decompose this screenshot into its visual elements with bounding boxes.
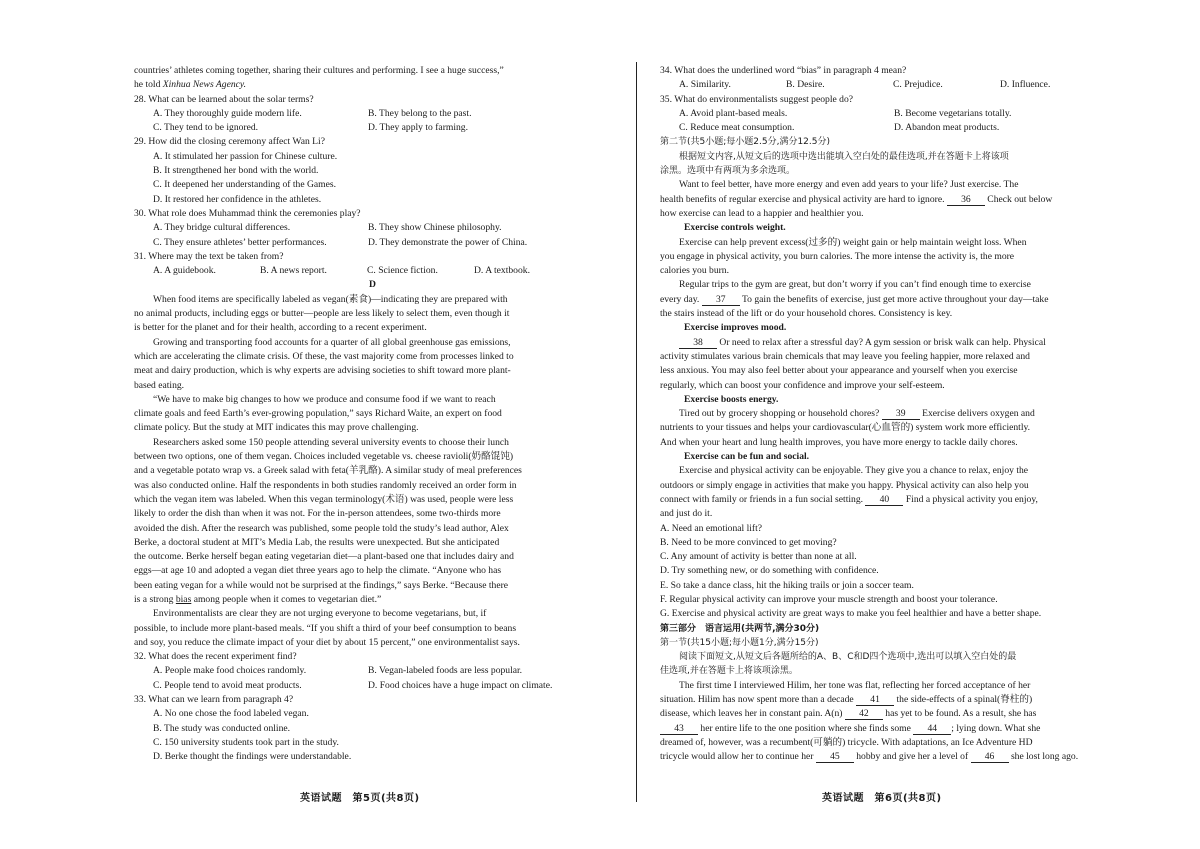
passage-text: nutrients to your tissues and helps your cardiovascular(心血管的) system work more efficiently. <box>660 422 1031 434</box>
option-d: D. Food choices have a huge impact on climate. <box>368 679 553 691</box>
option-c: C. 150 university students took part in the study. <box>153 736 339 748</box>
part-title: 第三部分 语言运用(共两节,满分30分) <box>660 623 820 634</box>
option-row <box>660 107 1137 121</box>
answer-blank-41: 41 <box>856 694 894 706</box>
answer-blank-40: 40 <box>865 494 903 506</box>
left-page-column <box>134 64 611 765</box>
option-a: A. No one chose the food labeled vegan. <box>153 708 309 720</box>
passage-text: and soy, you reduce the climate impact of your diet by about 15 percent,” one environmentalist says. <box>134 636 520 648</box>
passage-text: which are accelerating the climate crisis. Of these, the vast majority come from processes linked to <box>134 350 514 362</box>
option-b: B. The study was conducted online. <box>153 722 291 734</box>
passage-text: 38 Or need to relax after a stressful day? A gym session or brisk walk can help. Physical <box>660 336 1137 350</box>
option-c: C. Reduce meat consumption. <box>679 122 795 134</box>
passage-text: and just do it. <box>660 508 713 520</box>
passage-text: activity stimulates various brain chemicals that may leave you feeling happier, more relaxed and <box>660 350 1030 362</box>
option-c: C. Prejudice. <box>893 79 943 91</box>
choice-g: G. Exercise and physical activity are great ways to make you feel healthier and have a better shape. <box>660 608 1042 620</box>
section-label-d: D <box>369 279 376 291</box>
passage-text: countries’ athletes coming together, sharing their cultures and performing. I see a huge success,” <box>134 65 504 76</box>
section-instructions: 佳选项,并在答题卡上将该项涂黑。 <box>660 666 798 677</box>
choice-b: B. Need to be more convinced to get moving? <box>660 536 837 548</box>
option-d: D. Berke thought the findings were understandable. <box>153 751 352 763</box>
passage-text: regularly, which can boost your confidence and improve your self-esteem. <box>660 379 945 391</box>
passage-text: Berke, a doctoral student at MIT’s Media Lab, the results were unexpected. But she anticipated <box>134 536 500 548</box>
underlined-word-bias: bias <box>175 593 192 605</box>
question-stem: 34. What does the underlined word “bias” in paragraph 4 mean? <box>660 65 907 76</box>
passage-text: you engage in physical activity, you burn calories. The more intense the activity is, the more <box>660 250 1015 262</box>
option-row <box>134 264 611 278</box>
passage-text: Researchers asked some 150 people attending several university events to choose their lunch <box>153 436 509 448</box>
section-instructions: 阅读下面短文,从短文后各题所给的A、B、C和D四个选项中,选出可以填入空白处的最 <box>679 652 1017 663</box>
option-a: A. A guidebook. <box>153 265 216 277</box>
passage-text: was also conducted online. Half the respondents in both studies randomly received an order form in <box>134 479 517 491</box>
question-stem: 33. What can we learn from paragraph 4? <box>134 694 294 706</box>
option-c: C. They tend to be ignored. <box>153 122 259 134</box>
question-stem: 29. How did the closing ceremony affect Wan Li? <box>134 136 325 148</box>
passage-text: meat and dairy production, which is why experts are advising societies to shift toward more plant- <box>134 365 511 377</box>
option-b: B. They show Chinese philosophy. <box>368 222 502 234</box>
choice-e: E. So take a dance class, hit the hiking trails or join a soccer team. <box>660 579 914 591</box>
option-d: D. A textbook. <box>474 265 530 277</box>
option-d: D. They demonstrate the power of China. <box>368 236 528 248</box>
option-row <box>134 221 611 235</box>
passage-text: And when your heart and lung health improves, you have more energy to tackle daily chores. <box>660 436 1018 448</box>
option-d: D. It restored her confidence in the athletes. <box>153 193 322 205</box>
option-row <box>134 236 611 250</box>
passage-text: connect with family or friends in a fun social setting. 40 Find a physical activity you enjoy, <box>660 493 1038 505</box>
passage-text: based eating. <box>134 379 185 391</box>
option-row <box>660 121 1137 135</box>
question-stem: 28. What can be learned about the solar terms? <box>134 93 314 105</box>
passage-text: possible, to include more plant-based meals. “If you shift a third of your beef consumption to beans <box>134 622 517 634</box>
option-b: B. Desire. <box>786 79 825 91</box>
option-a: A. Avoid plant-based meals. <box>679 107 788 119</box>
passage-text: and a vegetable potato wrap vs. a Greek salad with feta(羊乳酪). A similar study of meal preferences <box>134 465 522 477</box>
right-page-footer: 英语试题 第6页(共8页) <box>822 793 942 804</box>
option-row <box>660 78 1137 92</box>
agency-name: Xinhua News Agency. <box>162 79 247 91</box>
passage-text: the outcome. Berke herself began eating vegetarian diet—a plant-based one that includes dairy and <box>134 551 514 563</box>
choice-a: A. Need an emotional lift? <box>660 522 763 534</box>
choice-f: F. Regular physical activity can improve your muscle strength and boost your tolerance. <box>660 593 998 605</box>
section-instructions: 涂黑。选项中有两项为多余选项。 <box>660 166 796 177</box>
passage-text: between two options, one of them vegan. Choices included vegetable vs. cheese ravioli(奶酪馄饨) <box>134 451 514 463</box>
choice-d: D. Try something new, or do something with confidence. <box>660 565 879 577</box>
answer-blank-44: 44 <box>913 723 951 735</box>
passage-text: Environmentalists are clear they are not urging everyone to become vegetarians, but, if <box>153 608 487 620</box>
option-c: C. People tend to avoid meat products. <box>153 679 302 691</box>
option-b: B. It strengthened her bond with the world. <box>153 165 319 177</box>
passage-text: situation. Hilim has now spent more than a decade 41 the side-effects of a spinal(脊柱的) <box>660 694 1033 706</box>
answer-blank-43: 43 <box>660 723 698 735</box>
passage-text: no animal products, including eggs or butter—people are less likely to select them, even though it <box>134 308 510 320</box>
option-c: C. Science fiction. <box>367 265 438 277</box>
passage-text: been eating vegan for a while would not be surprised at the findings,” says Berke. “Because there <box>134 579 509 591</box>
subheading: Exercise controls weight. <box>684 222 786 234</box>
option-b: B. A news report. <box>260 265 327 277</box>
left-page-footer: 英语试题 第5页(共8页) <box>300 793 420 804</box>
passage-text: eggs—at age 10 and adopted a vegan diet three years ago to help the climate. “Anyone who has <box>134 565 502 577</box>
passage-text: health benefits of regular exercise and physical activity are hard to ignore. 36 Check out below <box>660 193 1053 205</box>
question-stem: 35. What do environmentalists suggest people do? <box>660 93 853 105</box>
passage-text: less anxious. You may also feel better about your appearance and yourself when you exercise <box>660 365 1018 377</box>
passage-text: climate policy. But the study at MIT indicates this may prove challenging. <box>134 422 419 434</box>
passage-text: When food items are specifically labeled as vegan(素食)—indicating they are prepared with <box>153 293 508 305</box>
option-b: B. Become vegetarians totally. <box>894 107 1012 119</box>
passage-text: Exercise and physical activity can be enjoyable. They give you a chance to relax, enjoy the <box>679 465 1029 477</box>
passage-text: Regular trips to the gym are great, but don’t worry if you can’t find enough time to exercise <box>679 279 1031 291</box>
section-title: 第二节(共5小题;每小题2.5分,满分12.5分) <box>660 137 830 148</box>
passage-text: 43 her entire life to the one position where she finds some 44 ; lying down. What she <box>660 722 1137 736</box>
passage-text: calories you burn. <box>660 265 730 277</box>
option-row <box>134 679 611 693</box>
option-row <box>134 664 611 678</box>
passage-text: which the vegan item was labeled. When this vegan terminology(术语) was used, people were less <box>134 493 514 505</box>
option-d: D. They apply to farming. <box>368 122 469 134</box>
question-stem: 32. What does the recent experiment find? <box>134 651 297 663</box>
option-c: C. It deepened her understanding of the Games. <box>153 179 337 191</box>
option-d: D. Abandon meat products. <box>894 122 1000 134</box>
answer-blank-46: 46 <box>971 751 1009 763</box>
option-c: C. They ensure athletes’ better performances. <box>153 236 327 248</box>
option-d: D. Influence. <box>1000 79 1051 91</box>
option-b: B. Vegan-labeled foods are less popular. <box>368 665 523 677</box>
passage-text: Tired out by grocery shopping or household chores? 39 Exercise delivers oxygen and <box>679 408 1035 420</box>
answer-blank-45: 45 <box>816 751 854 763</box>
option-a: A. People make food choices randomly. <box>153 665 307 677</box>
subheading: Exercise boosts energy. <box>684 393 779 405</box>
option-a: A. It stimulated her passion for Chinese culture. <box>153 150 338 162</box>
passage-text: how exercise can lead to a happier and healthier you. <box>660 207 864 219</box>
subheading: Exercise can be fun and social. <box>684 451 810 463</box>
passage-text: Exercise can help prevent excess(过多的) weight gain or help maintain weight loss. When <box>679 236 1027 248</box>
passage-text: every day. 37 To gain the benefits of exercise, just get more active throughout your day—take <box>660 293 1049 305</box>
passage-text: avoided the dish. After the research was published, some people told the study’s lead author, Alex <box>134 522 509 534</box>
answer-blank-38: 38 <box>679 337 717 349</box>
passage-text: dreamed of, however, was a recumbent(可躺的) tricycle. With adaptations, an Ice Adventure HD <box>660 736 1033 748</box>
passage-text: the stairs instead of the lift or do your household chores. Consistency is key. <box>660 308 953 320</box>
choice-c: C. Any amount of activity is better than none at all. <box>660 551 857 563</box>
passage-text: is better for the planet and for their health, according to a recent experiment. <box>134 322 427 334</box>
option-a: A. They bridge cultural differences. <box>153 222 291 234</box>
section-instructions: 根据短文内容,从短文后的选项中选出能填入空白处的最佳选项,并在答题卡上将该项 <box>679 151 1009 162</box>
option-row <box>134 121 611 135</box>
subheading: Exercise improves mood. <box>684 322 787 334</box>
passage-text: outdoors or simply engage in activities that make you happy. Physical activity can also help you <box>660 479 1029 491</box>
passage-text: is a strong bias among people when it comes to vegetarian diet.” <box>134 593 382 605</box>
passage-text: Growing and transporting food accounts for a quarter of all global greenhouse gas emissions, <box>153 336 511 348</box>
passage-text: he told Xinhua News Agency. <box>134 79 247 91</box>
passage-text: tricycle would allow her to continue her 45 hobby and give her a level of 46 she lost long ago. <box>660 751 1079 763</box>
page-divider <box>636 62 637 802</box>
answer-blank-36: 36 <box>947 194 985 206</box>
question-stem: 31. Where may the text be taken from? <box>134 250 284 262</box>
answer-blank-37: 37 <box>702 294 740 306</box>
passage-text: climate goals and feed Earth’s ever-growing population,” says Richard Waite, an expert on food <box>134 408 502 420</box>
option-a: A. They thoroughly guide modern life. <box>153 107 302 119</box>
passage-text: Want to feel better, have more energy and even add years to your life? Just exercise. The <box>679 179 1019 191</box>
question-stem: 30. What role does Muhammad think the ceremonies play? <box>134 207 361 219</box>
option-row <box>134 107 611 121</box>
passage-text: “We have to make big changes to how we produce and consume food if we want to reach <box>153 393 496 405</box>
section-title: 第一节(共15小题;每小题1分,满分15分) <box>660 637 819 648</box>
passage-text: likely to order the dish than when it was not. For the in-person attendees, some two-thirds more <box>134 508 501 520</box>
passage-text: The first time I interviewed Hilim, her tone was flat, reflecting her forced acceptance of her <box>679 679 1031 691</box>
answer-blank-42: 42 <box>845 708 883 720</box>
option-a: A. Similarity. <box>679 79 731 91</box>
right-page-column <box>660 64 1137 765</box>
answer-blank-39: 39 <box>882 408 920 420</box>
passage-text: disease, which leaves her in constant pain. A(n) 42 has yet to be found. As a result, she has <box>660 708 1037 720</box>
option-b: B. They belong to the past. <box>368 107 472 119</box>
